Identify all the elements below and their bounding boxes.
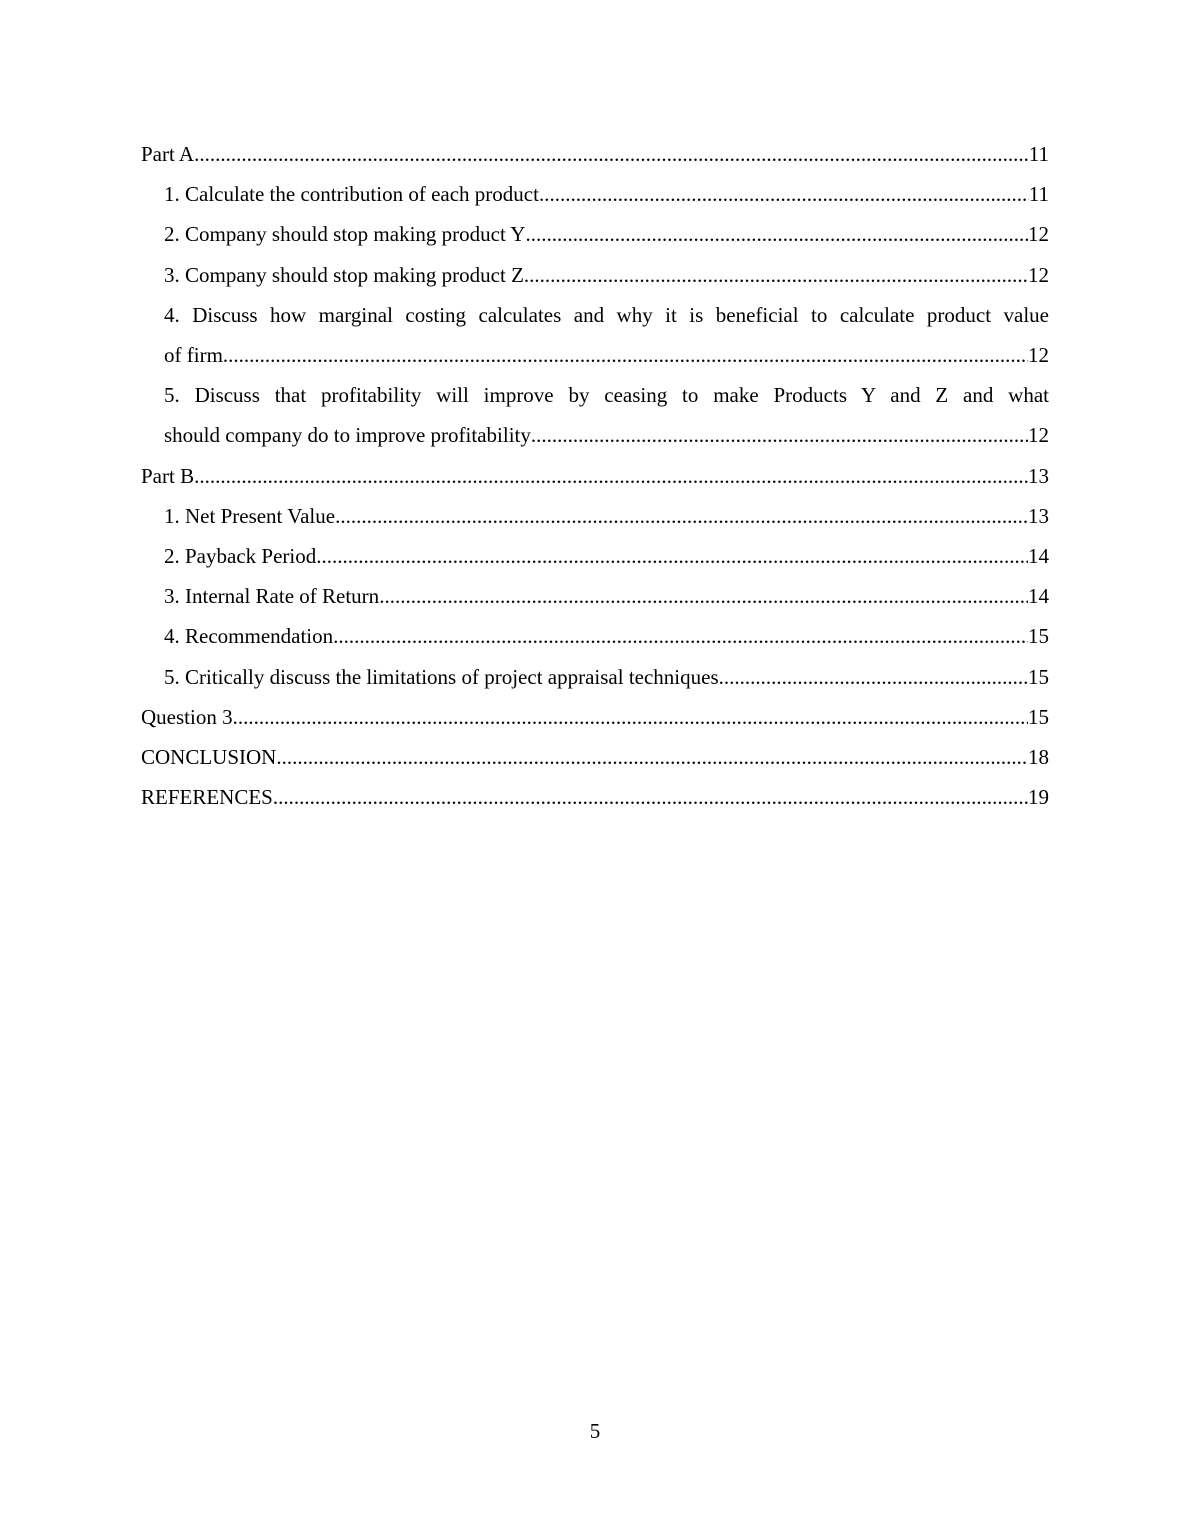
toc-entry-page: 12	[1028, 262, 1049, 287]
toc-entry-a1[interactable]	[141, 174, 1049, 214]
toc-entry-page: 12	[1028, 343, 1049, 368]
toc-entry-title-line2: should company do to improve profitability	[164, 423, 531, 448]
dot-leader	[316, 536, 1028, 576]
toc-entry-title: 4. Recommendation	[164, 624, 334, 649]
toc-entry-title: 2. Payback Period	[164, 544, 317, 569]
dot-leader	[194, 134, 1029, 174]
toc-entry-title: 5. Critically discuss the limitations of project appraisal techniques	[164, 664, 719, 689]
dot-leader	[273, 777, 1028, 817]
toc-entry-a5[interactable]	[141, 375, 1049, 455]
dot-leader	[233, 697, 1028, 737]
toc-entry-page: 11	[1028, 182, 1049, 207]
toc-entry-title: CONCLUSION	[141, 745, 277, 770]
toc-entry-page: 12	[1028, 222, 1049, 247]
toc-entry-title-line1: 4. Discuss how marginal costing calculates and why it is beneficial to calculate product value	[164, 302, 1049, 327]
toc-entry-b5[interactable]	[141, 657, 1049, 697]
toc-entry-title: Question 3	[141, 704, 233, 729]
toc-entry-title: 1. Net Present Value	[164, 503, 336, 528]
toc-entry-page: 14	[1028, 544, 1049, 569]
toc-entry-page: 15	[1028, 624, 1049, 649]
toc-entry-page: 14	[1028, 584, 1049, 609]
dot-leader	[223, 335, 1028, 375]
toc-entry-title-line2: of firm	[164, 343, 223, 368]
toc-entry-title: 3. Company should stop making product Z	[164, 262, 524, 287]
dot-leader	[525, 214, 1028, 254]
toc-entry-title: Part B	[141, 463, 195, 488]
toc-entry-page: 15	[1028, 704, 1049, 729]
dot-leader	[531, 415, 1028, 455]
toc-entry-page: 11	[1028, 142, 1049, 166]
toc-entry-title: REFERENCES	[141, 785, 273, 810]
toc-entry-page: 13	[1028, 463, 1049, 488]
toc-entry-title: 2. Company should stop making product Y	[164, 222, 526, 247]
toc-entry-page: 13	[1028, 503, 1049, 528]
toc-entry-b1[interactable]	[141, 496, 1049, 536]
toc-entry-references[interactable]	[141, 777, 1049, 817]
toc-entry-title: 1. Calculate the contribution of each product	[164, 182, 539, 207]
toc-entry-page: 12	[1028, 423, 1049, 448]
toc-entry-part-b[interactable]	[141, 456, 1049, 496]
toc-entry-b4[interactable]	[141, 616, 1049, 656]
toc-entry-title: 3. Internal Rate of Return	[164, 584, 380, 609]
toc-entry-title: Part A	[141, 142, 195, 166]
toc-entry-title-line1: 5. Discuss that profitability will improve by ceasing to make Products Y and Z and what	[164, 383, 1049, 408]
dot-leader	[276, 737, 1028, 777]
page-number: 5	[589, 1419, 601, 1443]
dot-leader	[524, 255, 1028, 295]
dot-leader	[719, 657, 1028, 697]
toc-entry-conclusion[interactable]	[141, 737, 1049, 777]
toc-entry-page: 18	[1028, 745, 1049, 770]
toc-entry-a4[interactable]	[141, 295, 1049, 375]
toc-entry-a3[interactable]	[141, 255, 1049, 295]
toc-entry-page: 19	[1028, 785, 1049, 810]
toc-entry-question-3[interactable]	[141, 697, 1049, 737]
toc-entry-part-a[interactable]	[141, 134, 1049, 174]
toc-entry-page: 15	[1028, 664, 1049, 689]
dot-leader	[194, 456, 1028, 496]
toc-entry-b3[interactable]	[141, 576, 1049, 616]
dot-leader	[539, 174, 1029, 214]
dot-leader	[379, 576, 1028, 616]
toc-entry-a2[interactable]	[141, 214, 1049, 254]
toc-entry-b2[interactable]	[141, 536, 1049, 576]
table-of-contents	[141, 134, 1049, 817]
dot-leader	[333, 616, 1028, 656]
dot-leader	[335, 496, 1028, 536]
